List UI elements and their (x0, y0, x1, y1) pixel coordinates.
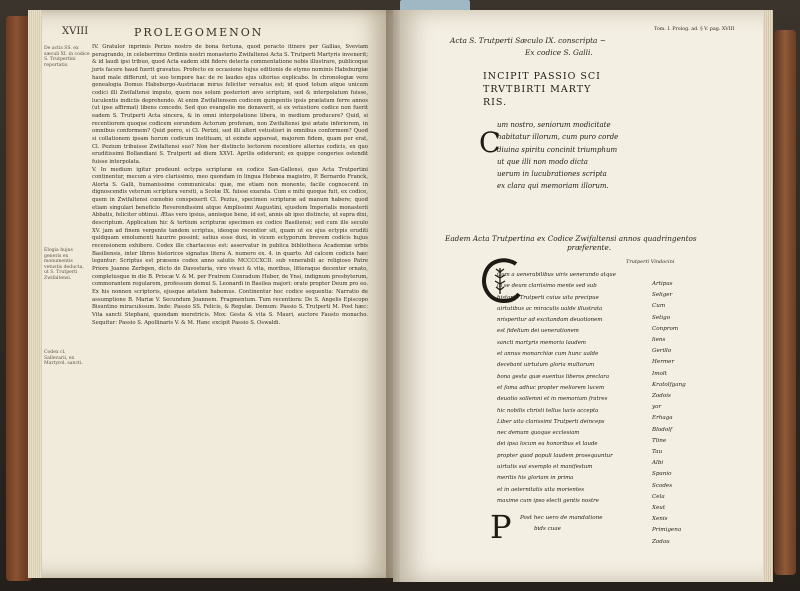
manuscript-line: decebant uirtutum gloria multorum (497, 362, 595, 369)
eadem-heading (445, 234, 755, 252)
paragraph: IV. Gratulor inprimis Perizo nostro de bona fortuna, quod peracto itinere per Gallias, Sveviam peragrando, in celeberrimo Ordinis nostri monasterio Zwifaltensi Acta S. Trutperti Martyris invenerit; & id laudi ipsi tribuo, quod Acta eadem sibi fidere detecta commentatione nobis illustrare, publicoque juris facere haud fuerit gravatus. Profecto ex occasione hujus editionis de etymo nominis Habsburgiæ haud male differunt, ut suo tempore hac de re laudes ejus ulterius explicabo. In chronologiæ vero genealogia Domus Habsburgo-Austriacæ mirus feliciter versatus est; id quod totum atque unicum codici illi Zwifaltensi imputo, quem nos solum posteriori ævo scriptum, sed & interpolatum fuisse, luculentis indiciis deprehendo. At enim Zwifaltensem codicem quingentis ipsis prælatum ferre annos (ut ipse affirmat) libens concedo. Sed quo evangelio me donaverit, si ex vetustiore codice non fuerit eadem S. Trutperti Acta sincera, & in omni interpolatione libera, in medium producere? Quid, si recentiorem quoque codicem eorundem Actorum proferam, non Zwifaltensi ipsi ætate inferiorem, in omnibus conformem? Quid porro, si Cl. Perizii, sed illi alteri vetustiori in omnibus conformem? Quod si collationem ipsam horum codicum instituam, ut exinde appareat, majorem fidem, quam per erat, Cl. Pezium tribuisse Zwifaltensi suo? Non her distincto lectorem recentiore alterius codicis, ex quo eruditissimi Bollandiani S. Trutperti ad diem XXVI. Aprilis ediderunt; ex quippe congeries ostendit fuisse interpolata. (92, 44, 368, 165)
name-entry: Xenis (652, 516, 668, 523)
margin-note: De actis SS. ex sæculi XI. in codice S. Trutpertini reportatis. (44, 46, 90, 68)
manuscript-line: est fidelium dei uenerationem (497, 328, 579, 335)
name-entry: Hermer (652, 359, 675, 366)
manuscript-line: uirtutis sui exemplo et manifestum (497, 464, 593, 471)
manuscript-sample-1 (479, 70, 683, 193)
name-entry: Xeut (652, 505, 666, 512)
book-gutter (386, 10, 400, 582)
manuscript-sample-2 (497, 270, 647, 507)
name-entry: yor (652, 404, 662, 411)
name-entry: Albi (652, 460, 664, 467)
manuscript-line: Cum a uenerabilibus uiris uenerando atque (497, 272, 616, 278)
manuscript-line: hic nobilis christi tellus lucis accepta (497, 407, 599, 414)
manuscript-line: uirtutibus ac miraculis ualde illustrata (497, 305, 603, 312)
acta-heading: Acta S. Trutperti Sæculo IX. conscripta ~ (450, 36, 606, 45)
manuscript-line: diuina spiritu concinit triumphum (497, 145, 618, 154)
name-entry: Artipas (652, 281, 673, 287)
initial-p-glyph: P (490, 508, 512, 546)
name-entry: Kratolfgang (652, 381, 686, 388)
closing-line: bids cuae (534, 526, 561, 532)
manuscript-line: et annus monarchiæ cum hunc ualde (497, 351, 599, 358)
body-text (92, 44, 368, 327)
name-entry: Spanio (652, 471, 672, 478)
manuscript-line: maxime cum ipso electi gentis nostre (497, 497, 599, 504)
name-entry: Imolt (652, 370, 667, 377)
incipit-line: TRVTBIRTI MARTY (483, 84, 592, 95)
initial-c-glyph: C (479, 126, 501, 159)
name-entry: liens (652, 337, 666, 344)
name-entry: Zodois (652, 393, 671, 400)
manuscript-line: um nostro, seniorum modicitate (497, 121, 611, 129)
name-entry: Gerillo (652, 348, 672, 355)
name-entry: Tau (652, 449, 663, 456)
paragraph: V. In medium igitur prodeunt ectypa scripturæ ex codice San-Gallensi, quo Acta Trutpertini continentur, mecum a viro clarissimo, meo quondam in lingua Hebræa magistro, P. Bernardo Franck, Alorta S. Galli, humanissime communicata: quæ, me etiam non monente, facile cognoscent in dignoscendis veterum scriptura versiti, a Scolæ IX. fuisse exarata. Cum e mihi quoque fuit, ex codice, quem in Zwifaltensi cœnobio conspexerit Cl. Pezius, specimen scripturæ ad manum habere; quod etiam singulari beneficio Reverendissimi atque Amplissimi Augustini, ejusdem Imperialis monasterii Abbatis, feliciter obtinui. Ætas vero ipsius, annisque bene, id est, annis ab ipso distincte, ut supra dixi, descriptum. Applicatum hic & tertium scripturæ specimen ex codice Basiliensi; sed cum ille seculo XV. jam ad finem vergente tandem scriptus, ideoque recentior sit, quam ut ex ejus ectypis eruditi quidquam emolumenti haurire possint; satius esse duxi, in vicem ectyporum brevem codicis hujus recensionem exhibere. Codex ille chartaceus est: asservatur in publica bibliotheca Academiæ urbis Basiliensis, inter libros historicos signatus litera A. numero ex. 4. in quarto. Ad calcem codicis hæc leguntur: Scriptus est præsens codex anno salutis MCCCCXCII. sub venerabili ac religioso Patre Priore Joanne Zerbgen, dicto de Davosturia, viro vivaci & vita, moribus, litteraque decenter ornato, completusque in die B. Priscæ V. & M. per Fratrem Conradum Huber, de Ynsi, indignum presbyterum, commorantem regularem, professum domui S. Leonardi in Basilea majori: orate propter Deum pro eo. Ex his nonnen scriptoris, ejusque ætatem habemus. Continentur hoc codice sequentia: Narratio de assumptione B. Mariæ V. Secundum Joannem. Fragmentum. Tum recentiora: De S. Angelis Episcopo Bisuntino miraculosum. Inde: Passio SS. Felicis, & Regulæ. Demum: Passio S. Trutperti M. Post hæc: Vita sancti Stephani, quondam meretricis. Mox: Gesta & vita S. Mauri, auctore Fausto monacho. Sequitur: Passio S. Apollinaris V. & M. Hanc excipit Passio S. Oswaldi. (92, 166, 368, 326)
name-entry: Setigo (652, 314, 671, 321)
eadem-line-1: Eadem Acta Trutpertina ex Codice Zwifaltensi annos quadringentos (445, 234, 697, 243)
incipit-line: INCIPIT PASSIO SCI (483, 71, 601, 82)
eadem-line-2: præferente. (567, 243, 612, 252)
closing-lines (520, 513, 670, 535)
name-marker: Trutperti Vindocini (626, 259, 675, 265)
manuscript-line: bona gesta quæ euentus liberos preclara (497, 373, 610, 380)
manuscript-line: nrisperitur ad excitandam deuotionem (497, 317, 603, 324)
manuscript-line: uerum in lucubrationes scripta (497, 170, 607, 179)
manuscript-line: et fama adhuc propter meliorem lucem (497, 384, 605, 391)
name-entry: Seliger (652, 292, 673, 299)
codex-line: Ex codice S. Galli. (525, 48, 593, 57)
manuscript-line: et in aeternitatis uita morientes (497, 486, 584, 493)
name-entry: Cela (652, 493, 665, 500)
right-binding (774, 30, 796, 575)
name-entry: Zodau (652, 538, 670, 545)
name-entry: Erhaga (652, 415, 673, 422)
name-entry: Conprom (652, 325, 679, 332)
name-entry: Scodes (652, 482, 673, 489)
manuscript-line: Liber uita clarissimi Trutperti deinceps (497, 418, 605, 425)
manuscript-line: ex clara qui memoriam illorum. (497, 182, 609, 191)
incipit-line: RIS. (483, 97, 508, 108)
name-entry: Primigena (652, 527, 682, 534)
page-number: XVIII (62, 26, 89, 37)
side-name-column (652, 279, 702, 548)
name-entry: Cum (652, 303, 666, 310)
running-title: PROLEGOMENON (134, 26, 264, 39)
closing-line: Post hec uero de mandatione (520, 515, 603, 521)
manuscript-line: habitatur illorum, cum puro corde (497, 133, 619, 142)
manuscript-line: dei ipsa locum ea honoribus et laude (497, 441, 598, 448)
manuscript-line: nec demum quoque ecclesiam (497, 430, 580, 437)
margin-note: Codex cl. Sallevarii, ex Martyrol. sancti. (44, 350, 83, 367)
name-entry: Tline (652, 437, 667, 444)
name-entry: Blodolf (652, 426, 673, 433)
manuscript-line: deuotio sollemni et in memoriam fratres (497, 396, 608, 403)
manuscript-line: historia Trutperti cuius uita precipue (497, 294, 599, 301)
manuscript-line: ut que illi non modo dicta (497, 157, 588, 166)
margin-note: Elogia hujus generis ex monumentis vetustis deducta, ut S. Trutperti Zwifaltensi. (44, 248, 84, 281)
manuscript-line: propter quod populi laudem prosequuntur (497, 452, 613, 459)
plate-reference: Tom. I. Prolog. ad. § V. pag. XVIII (654, 27, 735, 32)
manuscript-line: meritis his gloriam in prima (497, 475, 574, 482)
manuscript-line: sancti martyris memoria laudem (497, 339, 587, 346)
manuscript-line: in se deum clariisimo mente sed sub (497, 283, 597, 290)
